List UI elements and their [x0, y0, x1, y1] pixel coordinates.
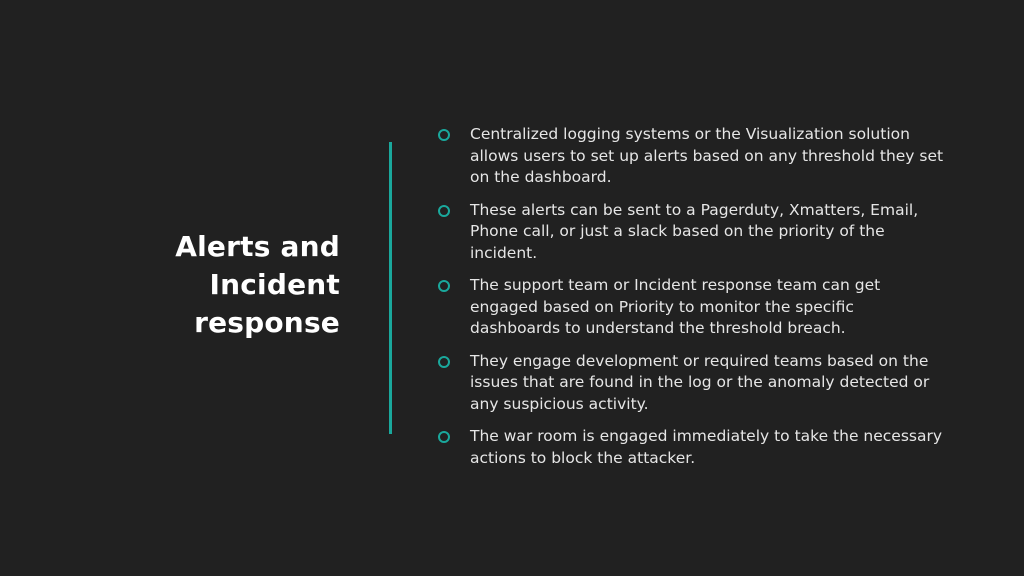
- bullet-text: The war room is engaged immediately to take the necessary actions to block the attacker.: [470, 427, 943, 467]
- bullet-list: [438, 124, 948, 480]
- bullet-item: [438, 124, 948, 189]
- circle-outline-icon: [438, 431, 450, 443]
- bullet-text: Centralized logging systems or the Visualization solution allows users to set up alerts based on any threshold they set on the dashboard.: [470, 125, 944, 186]
- bullet-item: [438, 426, 948, 469]
- bullet-text: They engage development or required teams based on the issues that are found in the log or the anomaly detected or any suspicious activity.: [470, 351, 930, 413]
- slide-title-line: Incident: [209, 268, 340, 301]
- circle-outline-icon: [438, 280, 450, 292]
- bullet-item: [438, 275, 948, 340]
- bullet-text: These alerts can be sent to a Pagerduty, Xmatters, Email, Phone call, or just a slack based on the priority of the incident.: [470, 200, 919, 262]
- slide-title: [100, 228, 340, 342]
- circle-outline-icon: [438, 205, 450, 217]
- circle-outline-icon: [438, 129, 450, 141]
- slide-title-line: Alerts and: [175, 230, 340, 263]
- bullet-item: [438, 351, 948, 416]
- bullet-text: The support team or Incident response team can get engaged based on Priority to monitor the specific dashboards to understand the threshold breach.: [470, 276, 881, 337]
- bullet-item: [438, 200, 948, 265]
- vertical-divider: [389, 142, 392, 434]
- slide-title-line: response: [194, 306, 340, 339]
- circle-outline-icon: [438, 356, 450, 368]
